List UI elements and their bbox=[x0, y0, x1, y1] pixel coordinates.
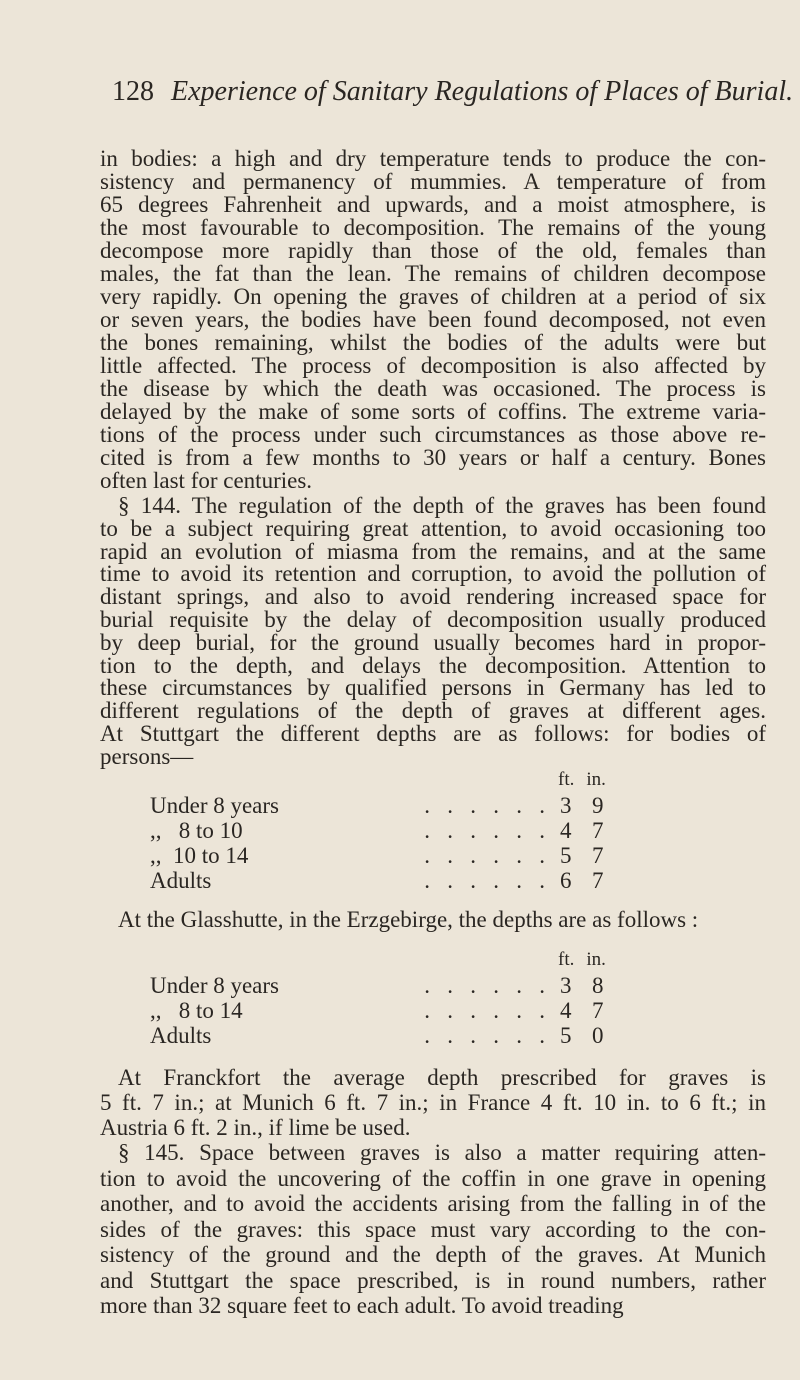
paragraph1-line: very rapidly. On opening the graves of children at a period of six bbox=[100, 284, 766, 309]
paragraph2-line: At Stuttgart the different depths are as follows: for bodies of bbox=[100, 721, 766, 746]
paragraph4-line: sides of the graves: this space must vary according to the con- bbox=[100, 1217, 766, 1242]
paragraph3-line: 5 ft. 7 in.; at Munich 6 ft. 7 in.; in France 4 ft. 10 in. to 6 ft.; in bbox=[100, 1090, 766, 1115]
row-label: Adults bbox=[150, 1023, 212, 1048]
row-label: Under 8 years bbox=[150, 793, 280, 818]
paragraph2-line: persons— bbox=[100, 744, 194, 769]
value-ft: 3 bbox=[560, 973, 572, 998]
row-label: ,, 8 to 14 bbox=[150, 998, 243, 1023]
leader-dots: . . . . . . bbox=[424, 1024, 545, 1047]
glasshutte-line: At the Glasshutte, in the Erzgebirge, the depths are as follows : bbox=[118, 907, 699, 932]
value-ft: 5 bbox=[560, 843, 572, 868]
value-in: 7 bbox=[592, 998, 604, 1023]
paragraph1-line: little affected. The process of decomposition is also affected by bbox=[100, 353, 766, 378]
page-number: 128 bbox=[112, 76, 154, 107]
column-in: in. bbox=[586, 769, 606, 790]
leader-dots: . . . . . . bbox=[424, 844, 545, 867]
paragraph4-line: more than 32 square feet to each adult. To avoid treading bbox=[100, 1293, 624, 1318]
paragraph1-line: cited is from a few months to 30 years or half a century. Bones bbox=[100, 445, 766, 470]
leader-dots: . . . . . . bbox=[424, 819, 545, 842]
value-in: 7 bbox=[592, 868, 604, 893]
value-in: 7 bbox=[592, 818, 604, 843]
leader-dots: . . . . . . bbox=[424, 794, 545, 817]
paragraph2-line: tion to the depth, and delays the decomposition. Attention to bbox=[100, 653, 766, 678]
value-in: 7 bbox=[592, 843, 604, 868]
table-row bbox=[150, 1024, 620, 1047]
leader-dots: . . . . . . bbox=[424, 974, 545, 997]
running-header bbox=[112, 76, 793, 108]
row-label: Under 8 years bbox=[150, 973, 280, 998]
column-ft: ft. bbox=[558, 769, 575, 790]
paragraph2-line: burial requisite by the delay of decomposition usually produced bbox=[100, 607, 766, 632]
paragraph4-line: § 145. Space between graves is also a matter requiring atten- bbox=[118, 1140, 766, 1165]
running-title: Experience of Sanitary Regulations of Places of Burial. bbox=[171, 76, 794, 107]
value-ft: 4 bbox=[560, 998, 572, 1023]
paragraph1-line: the most favourable to decomposition. The remains of the young bbox=[100, 215, 766, 240]
paragraph2-line: time to avoid its retention and corruption, to avoid the pollution of bbox=[100, 561, 766, 586]
paragraph1-line: tions of the process under such circumstances as those above re- bbox=[100, 422, 766, 447]
leader-dots: . . . . . . bbox=[424, 869, 545, 892]
paragraph4-line: another, and to avoid the accidents arising from the falling in of the bbox=[100, 1191, 766, 1216]
paragraph1-line: often last for centuries. bbox=[100, 468, 313, 493]
paragraph2-line: to be a subject requiring great attention, to avoid occasioning too bbox=[100, 516, 766, 541]
column-in: in. bbox=[586, 949, 606, 970]
value-ft: 5 bbox=[560, 1023, 572, 1048]
row-label: ,, 10 to 14 bbox=[150, 843, 249, 868]
paragraph2-line: by deep burial, for the ground usually becomes hard in propor- bbox=[100, 630, 766, 655]
column-header-row bbox=[558, 770, 606, 790]
value-ft: 3 bbox=[560, 793, 572, 818]
row-label: ,, 8 to 10 bbox=[150, 818, 243, 843]
paragraph1-line: males, the fat than the lean. The remains of children decompose bbox=[100, 261, 766, 286]
value-in: 8 bbox=[592, 973, 604, 998]
paragraph3-line: At Franckfort the average depth prescribed for graves is bbox=[118, 1065, 766, 1090]
paragraph1-line: or seven years, the bodies have been found decomposed, not even bbox=[100, 307, 766, 332]
paragraph1-line: sistency and permanency of mummies. A temperature of from bbox=[100, 169, 766, 194]
paragraph4-line: tion to avoid the uncovering of the coffin in one grave in opening bbox=[100, 1166, 766, 1191]
paragraph4-line: sistency of the ground and the depth of the graves. At Munich bbox=[100, 1242, 766, 1267]
table-row bbox=[150, 844, 620, 867]
value-ft: 6 bbox=[560, 868, 572, 893]
paragraph2-line: rapid an evolution of miasma from the remains, and at the same bbox=[100, 539, 766, 564]
paragraph1-line: the disease by which the death was occasioned. The process is bbox=[100, 376, 766, 401]
table-row bbox=[150, 999, 620, 1022]
row-label: Adults bbox=[150, 868, 212, 893]
column-ft: ft. bbox=[558, 949, 575, 970]
column-header-row bbox=[558, 950, 606, 970]
table-row bbox=[150, 794, 620, 817]
value-in: 0 bbox=[592, 1023, 604, 1048]
paragraph2-line: these circumstances by qualified persons in Germany has led to bbox=[100, 675, 766, 700]
paragraph2-line: distant springs, and also to avoid rendering increased space for bbox=[100, 584, 766, 609]
paragraph1-line: decompose more rapidly than those of the old, females than bbox=[100, 238, 766, 263]
value-in: 9 bbox=[592, 793, 604, 818]
paragraph1-line: delayed by the make of some sorts of coffins. The extreme varia- bbox=[100, 399, 766, 424]
table-row bbox=[150, 974, 620, 997]
value-ft: 4 bbox=[560, 818, 572, 843]
table-row bbox=[150, 819, 620, 842]
paragraph1-line: 65 degrees Fahrenheit and upwards, and a moist atmosphere, is bbox=[100, 192, 766, 217]
paragraph2-line: § 144. The regulation of the depth of the graves has been found bbox=[118, 493, 766, 518]
leader-dots: . . . . . . bbox=[424, 999, 545, 1022]
paragraph1-line: the bones remaining, whilst the bodies of the adults were but bbox=[100, 330, 766, 355]
paragraph1-line: in bodies: a high and dry temperature tends to produce the con- bbox=[100, 146, 766, 171]
paragraph2-line: different regulations of the depth of graves at different ages. bbox=[100, 698, 766, 723]
paragraph4-line: and Stuttgart the space prescribed, is in round numbers, rather bbox=[100, 1268, 766, 1293]
paragraph3-line: Austria 6 ft. 2 in., if lime be used. bbox=[100, 1115, 411, 1140]
table-row bbox=[150, 869, 620, 892]
